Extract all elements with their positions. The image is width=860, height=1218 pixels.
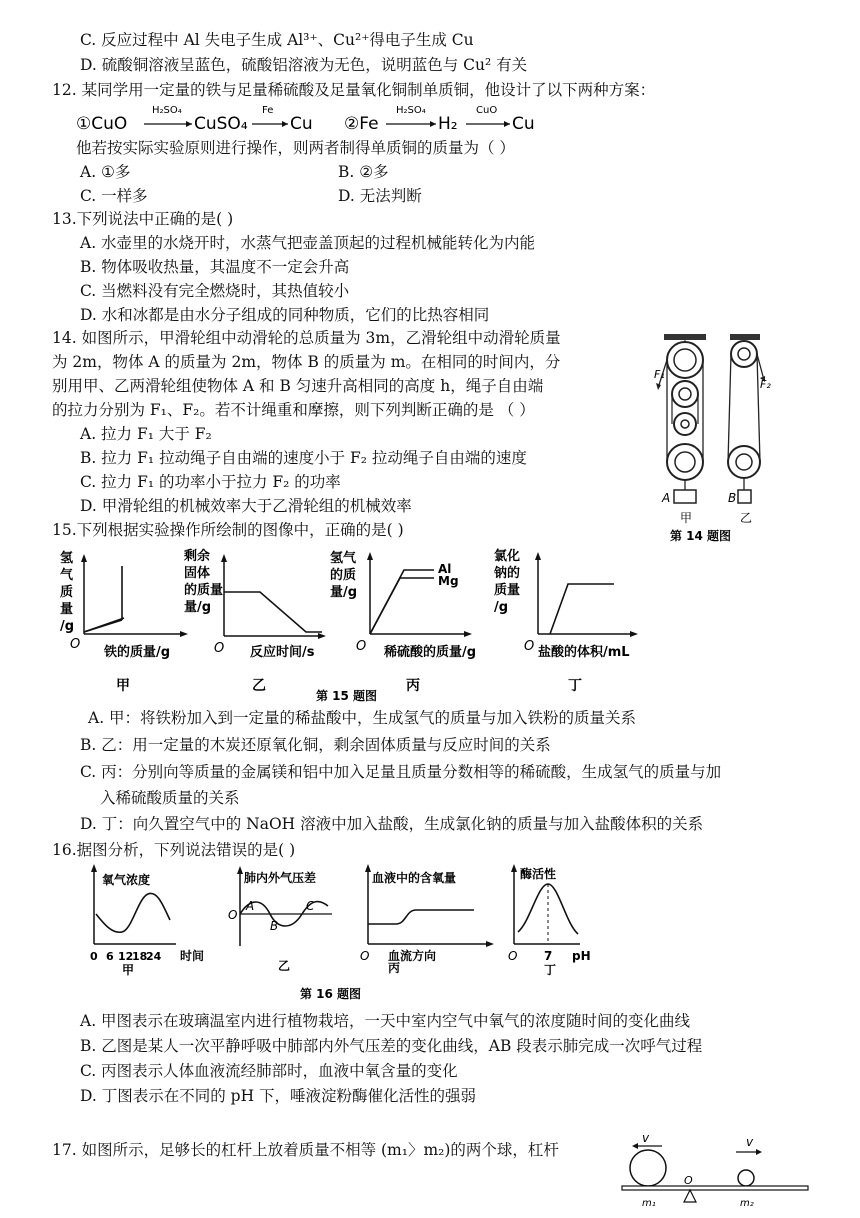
q14-line1: 14. 如图所示，甲滑轮组中动滑轮的总质量为 3m，乙滑轮组中动滑轮质量	[52, 329, 561, 347]
svg-text:/g: /g	[494, 600, 509, 615]
q14-pulley-figure	[636, 332, 786, 552]
svg-text:氧气浓度: 氧气浓度	[102, 873, 151, 887]
svg-text:丁: 丁	[544, 963, 557, 977]
q17-stem: 17. 如图所示，足够长的杠杆上放着质量不相等 (m₁〉m₂)的两个球，杠杆	[52, 1141, 559, 1159]
q14-option-a: A. 拉力 F₁ 大于 F₂	[80, 425, 212, 443]
q15-graphs	[54, 544, 734, 704]
svg-text:气: 气	[60, 568, 74, 583]
q15-graph-yi	[184, 548, 326, 694]
svg-text:A: A	[246, 899, 255, 913]
svg-text:铁的质量/g: 铁的质量/g	[104, 645, 171, 660]
q12-option-a: A. ①多	[80, 163, 131, 181]
svg-text:氯化: 氯化	[494, 549, 521, 564]
q14-b-label: B	[728, 491, 737, 505]
svg-text:质: 质	[60, 585, 74, 600]
q13-option-d: D. 水和冰都是由水分子组成的同种物质，它们的比热容相同	[80, 306, 490, 324]
svg-text:质量: 质量	[494, 583, 521, 598]
q17-v2-label: v	[746, 1135, 754, 1149]
svg-text:丙: 丙	[406, 678, 420, 694]
svg-text:12: 12	[118, 950, 134, 963]
q14-line4: 的拉力分别为 F₁、F₂。若不计绳重和摩擦，则下列判断正确的是 （ ）	[52, 401, 535, 419]
q12-schemes	[76, 103, 716, 135]
svg-text:血液中的含氧量: 血液中的含氧量	[372, 871, 457, 885]
svg-text:剩余: 剩余	[184, 549, 211, 564]
q14-line2: 为 2m，物体 A 的质量为 2m，物体 B 的质量为 m。在相同的时间内，分	[52, 353, 561, 371]
scheme1-start: ①CuO	[76, 114, 128, 134]
svg-text:O: O	[524, 639, 535, 654]
svg-text:的质量: 的质量	[184, 583, 224, 598]
q16-option-b: B. 乙图是某人一次平静呼吸中肺部内外气压差的变化曲线，AB 段表示肺完成一次呼气过程	[80, 1037, 703, 1055]
q14-jia-label: 甲	[680, 511, 693, 525]
q11-option-d: D. 硫酸铜溶液呈蓝色，硫酸铝溶液为无色，说明蓝色与 Cu² 有关	[80, 56, 528, 74]
scheme1-reagent1: H₂SO₄	[152, 105, 182, 116]
scheme2-mid: H₂	[438, 114, 458, 134]
q14-option-b: B. 拉力 F₁ 拉动绳子自由端的速度小于 F₂ 拉动绳子自由端的速度	[80, 449, 527, 467]
svg-text:稀硫酸的质量/g: 稀硫酸的质量/g	[384, 645, 477, 660]
svg-text:7: 7	[544, 949, 553, 963]
q12-option-b: B. ②多	[338, 163, 389, 181]
q14-line3: 别用甲、乙两滑轮组使物体 A 和 B 匀速升高相同的高度 h，绳子自由端	[52, 377, 544, 395]
svg-text:pH: pH	[572, 949, 591, 963]
svg-text:0: 0	[90, 950, 98, 963]
q15-graph-bing	[330, 550, 476, 694]
scheme2-end: Cu	[512, 114, 535, 134]
svg-text:B: B	[270, 919, 279, 933]
q15-series-al: Al	[438, 562, 452, 576]
svg-text:O: O	[214, 641, 225, 656]
q13-option-b: B. 物体吸收热量，其温度不一定会升高	[80, 258, 350, 276]
svg-text:O: O	[360, 949, 370, 963]
svg-text:乙: 乙	[278, 959, 291, 973]
scheme2-start: ②Fe	[344, 114, 379, 134]
q12-option-c: C. 一样多	[80, 187, 148, 205]
q16-graph-ding	[508, 864, 591, 977]
q15-option-a: A. 甲：将铁粉加入到一定量的稀盐酸中，生成氢气的质量与加入铁粉的质量关系	[88, 709, 637, 727]
svg-text:丁: 丁	[568, 678, 582, 694]
q16-graphs	[70, 862, 610, 1012]
q13-stem: 13.下列说法中正确的是( )	[52, 210, 234, 228]
svg-text:18: 18	[132, 950, 148, 963]
q13-option-c: C. 当燃料没有完全燃烧时，其热值较小	[80, 282, 350, 300]
q16-option-d: D. 丁图表示在不同的 pH 下，唾液淀粉酶催化活性的强弱	[80, 1087, 477, 1105]
q14-yi-label: 乙	[740, 511, 753, 525]
svg-text:量/g: 量/g	[330, 585, 358, 600]
svg-text:甲: 甲	[122, 963, 135, 977]
q12-stem: 12. 某同学用一定量的铁与足量稀硫酸及足量氧化铜制单质铜，他设计了以下两种方案：	[52, 81, 656, 99]
svg-text:O: O	[508, 949, 518, 963]
q15-caption: 第 15 题图	[316, 689, 378, 703]
q16-graph-jia	[90, 864, 204, 977]
svg-text:固体: 固体	[184, 566, 211, 581]
svg-text:酶活性: 酶活性	[520, 867, 557, 881]
q15-option-d: D. 丁：向久置空气中的 NaOH 溶液中加入盐酸，生成氯化钠的质量与加入盐酸体积的关系	[80, 815, 704, 833]
q16-option-c: C. 丙图表示人体血液流经肺部时，血液中氧含量的变化	[80, 1062, 458, 1080]
q14-f1-label: F₁	[654, 368, 665, 381]
svg-text:盐酸的体积/mL: 盐酸的体积/mL	[538, 645, 630, 660]
svg-text:/g: /g	[60, 619, 75, 634]
svg-text:钠的: 钠的	[494, 566, 521, 581]
q14-f2-label: F₂	[760, 378, 771, 391]
q16-graph-yi	[228, 866, 332, 973]
q15-graph-jia	[60, 550, 188, 694]
q17-m1-label: m₁	[642, 1198, 656, 1209]
q13-option-a: A. 水壶里的水烧开时，水蒸气把壶盖顶起的过程机械能转化为内能	[80, 234, 536, 252]
svg-text:时间: 时间	[180, 949, 205, 963]
svg-text:肺内外气压差: 肺内外气压差	[244, 871, 317, 885]
q15-option-c1: C. 丙：分别向等质量的金属镁和铝中加入足量且质量分数相等的稀硫酸，生成氢气的质量与加	[80, 763, 722, 781]
svg-text:O: O	[228, 908, 238, 922]
q15-graph-ding	[494, 548, 638, 694]
q12-stem2: 他若按实际实验原则进行操作，则两者制得单质铜的质量为（ ）	[76, 139, 515, 157]
q14-option-c: C. 拉力 F₁ 的功率小于拉力 F₂ 的功率	[80, 473, 341, 491]
q14-option-d: D. 甲滑轮组的机械效率大于乙滑轮组的机械效率	[80, 497, 412, 515]
svg-text:量/g: 量/g	[184, 600, 212, 615]
q15-option-b: B. 乙：用一定量的木炭还原氧化铜，剩余固体质量与反应时间的关系	[80, 736, 551, 754]
scheme1-reagent2: Fe	[262, 105, 274, 116]
svg-text:甲: 甲	[116, 678, 130, 694]
q16-option-a: A. 甲图表示在玻璃温室内进行植物栽培，一天中室内空气中氧气的浓度随时间的变化曲线	[80, 1012, 691, 1030]
q17-m2-label: m₂	[740, 1198, 754, 1209]
svg-text:反应时间/s: 反应时间/s	[250, 645, 315, 660]
scheme1-mid: CuSO₄	[194, 114, 248, 134]
q16-caption: 第 16 题图	[300, 987, 362, 1001]
svg-text:C: C	[306, 899, 315, 913]
q12-option-d: D. 无法判断	[338, 187, 422, 205]
svg-text:24: 24	[146, 950, 162, 963]
q14-a-label: A	[662, 491, 671, 505]
q11-option-c: C. 反应过程中 Al 失电子生成 Al³⁺、Cu²⁺得电子生成 Cu	[80, 31, 474, 49]
q15-option-c2: 入稀硫酸质量的关系	[100, 789, 240, 807]
q17-v1-label: v	[642, 1131, 650, 1145]
q17-o-label: O	[684, 1174, 693, 1187]
q15-stem: 15.下列根据实验操作所绘制的图像中，正确的是( )	[52, 521, 404, 539]
q16-stem: 16.据图分析，下列说法错误的是( )	[52, 841, 296, 859]
svg-text:血流方向: 血流方向	[388, 949, 437, 963]
svg-text:氢: 氢	[60, 551, 74, 566]
svg-text:氢气: 氢气	[330, 551, 357, 566]
scheme2-reagent1: H₂SO₄	[396, 105, 426, 116]
q14-figure-caption: 第 14 题图	[670, 529, 732, 543]
q16-graph-bing	[360, 864, 494, 975]
scheme2-reagent2: CuO	[476, 105, 498, 116]
q17-lever-figure	[618, 1130, 818, 1214]
svg-text:6: 6	[106, 950, 114, 963]
scheme1-end: Cu	[290, 114, 313, 134]
svg-text:量: 量	[60, 602, 74, 617]
svg-text:乙: 乙	[252, 678, 266, 694]
q15-series-mg: Mg	[438, 574, 459, 588]
svg-text:的质: 的质	[330, 568, 357, 583]
svg-text:O: O	[70, 637, 81, 652]
svg-text:O: O	[356, 639, 367, 654]
svg-text:丙: 丙	[388, 961, 401, 975]
